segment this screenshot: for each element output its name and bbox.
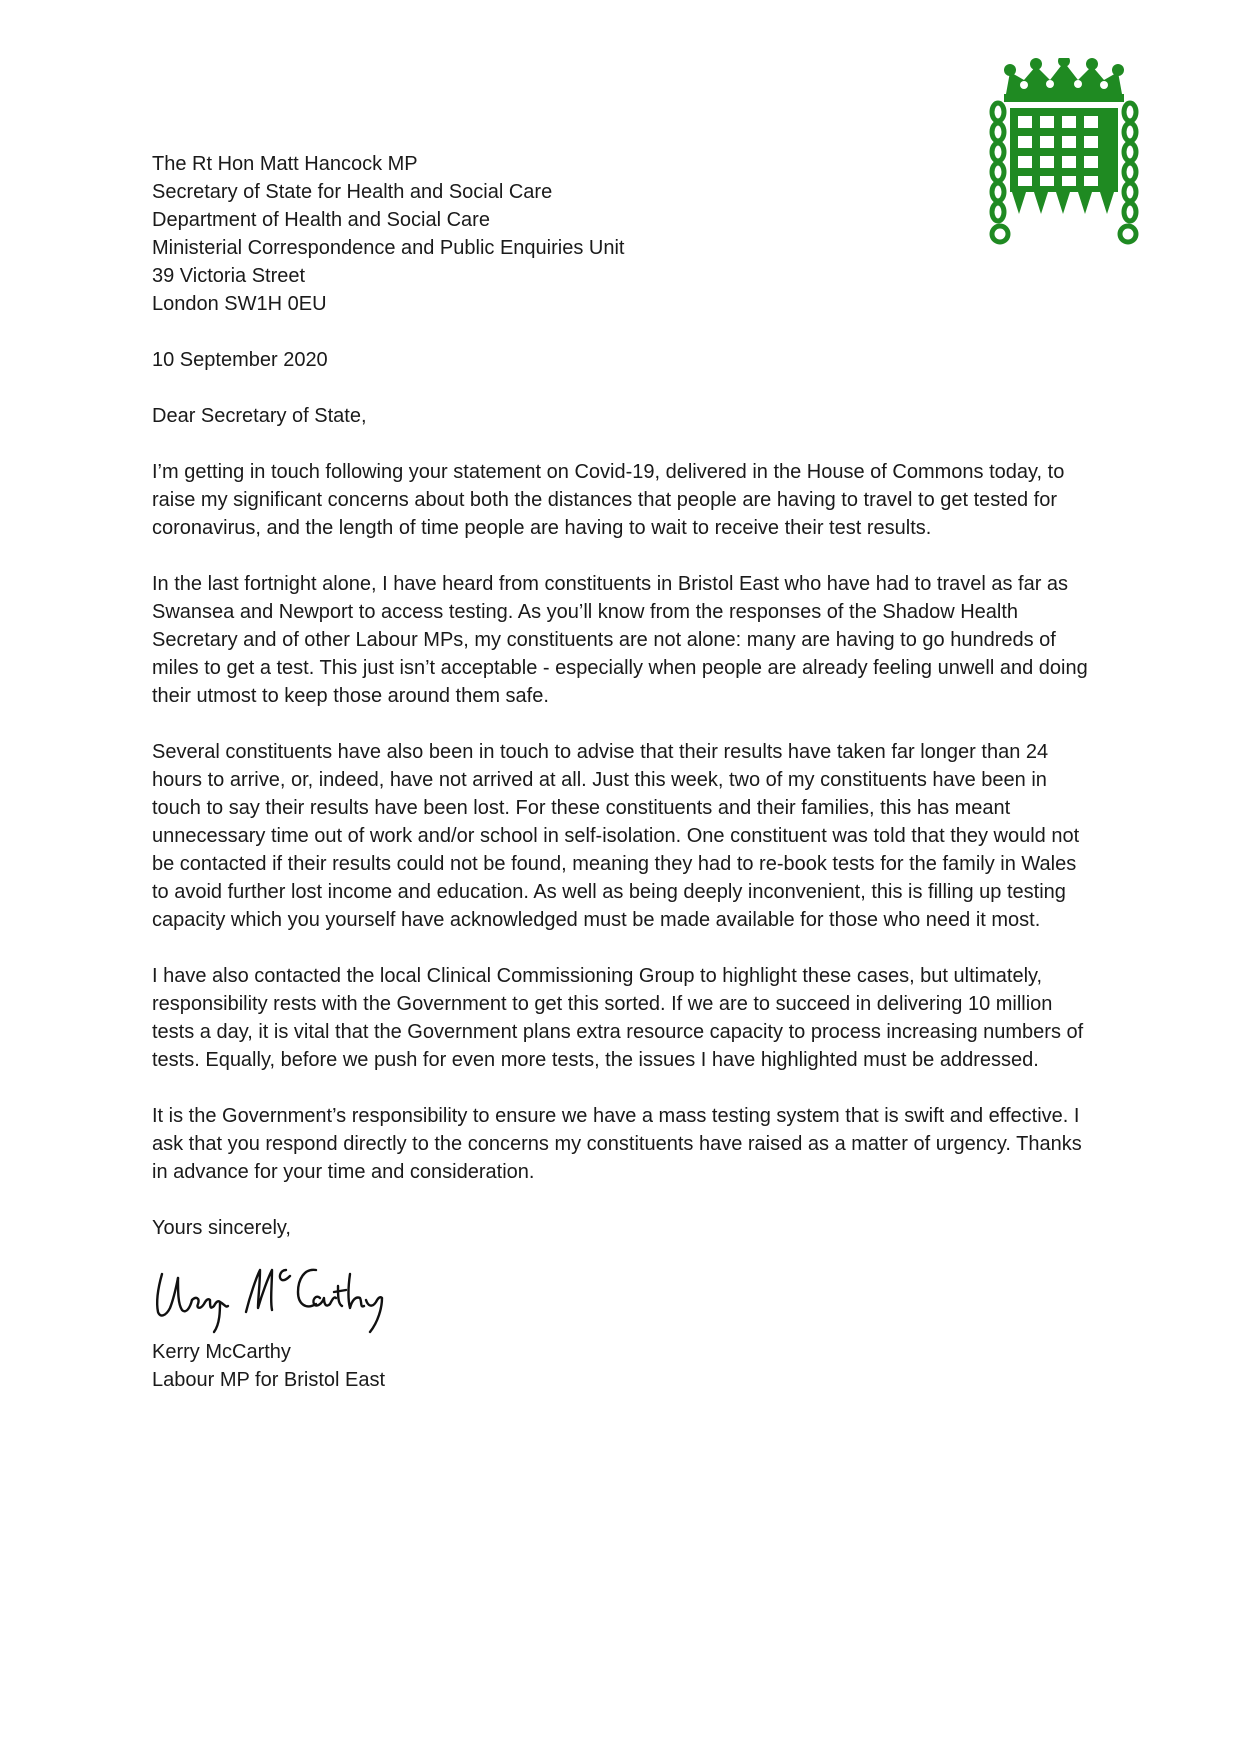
salutation: Dear Secretary of State, — [152, 405, 367, 427]
letter-date: 10 September 2020 — [152, 349, 328, 371]
recipient-role: Secretary of State for Health and Social Care — [152, 181, 553, 203]
paragraph-2: In the last fortnight alone, I have heard from constituents in Bristol East who have had to travel as far as Swansea and Newport to access testing. As you’ll know from the responses of the Shadow Health Secretary and of other Labour MPs, my constituents are not alone: many are having to go hundreds of miles to get a test. This just isn’t acceptable - especially when people are already feeling unwell and doing their utmost to keep those around them safe. — [152, 573, 1088, 707]
recipient-unit: Ministerial Correspondence and Public Enquiries Unit — [152, 237, 625, 259]
recipient-department: Department of Health and Social Care — [152, 209, 490, 231]
recipient-name: The Rt Hon Matt Hancock MP — [152, 153, 418, 175]
recipient-address — [152, 150, 1092, 318]
sender-name: Kerry McCarthy — [152, 1341, 291, 1363]
paragraph-3: Several constituents have also been in touch to advise that their results have taken far longer than 24 hours to arrive, or, indeed, have not arrived at all. Just this week, two of my constituents have been in touch to say their results have been lost. For these constituents and their families, this has meant unnecessary time out of work and/or school in self-isolation. One constituent was told that they would not be contacted if their results could not be found, meaning they had to re-book tests for the family in Wales to avoid further lost income and education. As well as being deeply inconvenient, this is filling up testing capacity which you yourself have acknowledged must be made available for those who need it most. — [152, 741, 1080, 931]
recipient-street: 39 Victoria Street — [152, 265, 306, 287]
paragraph-1: I’m getting in touch following your statement on Covid-19, delivered in the House of Commons today, to raise my significant concerns about both the distances that people are having to travel to get tested for coronavirus, and the length of time people are having to wait to receive their test results. — [152, 461, 1065, 539]
handwritten-signature — [148, 1248, 408, 1334]
paragraph-4: I have also contacted the local Clinical Commissioning Group to highlight these cases, but ultimately, responsibility rests with the Government to get this sorted. If we are to succeed in delivering 10 million tests a day, it is vital that the Government plans extra resource capacity to process increasing numbers of tests. Equally, before we push for even more tests, the issues I have highlighted must be addressed. — [152, 965, 1084, 1071]
sender-title: Labour MP for Bristol East — [152, 1369, 386, 1391]
paragraph-5: It is the Government’s responsibility to ensure we have a mass testing system that is swift and effective. I ask that you respond directly to the concerns my constituents have raised as a matter of urgency. Thanks in advance for your time and consideration. — [152, 1105, 1082, 1183]
recipient-city-postcode: London SW1H 0EU — [152, 293, 327, 315]
closing: Yours sincerely, — [152, 1217, 291, 1239]
letter-body — [152, 150, 1092, 1394]
